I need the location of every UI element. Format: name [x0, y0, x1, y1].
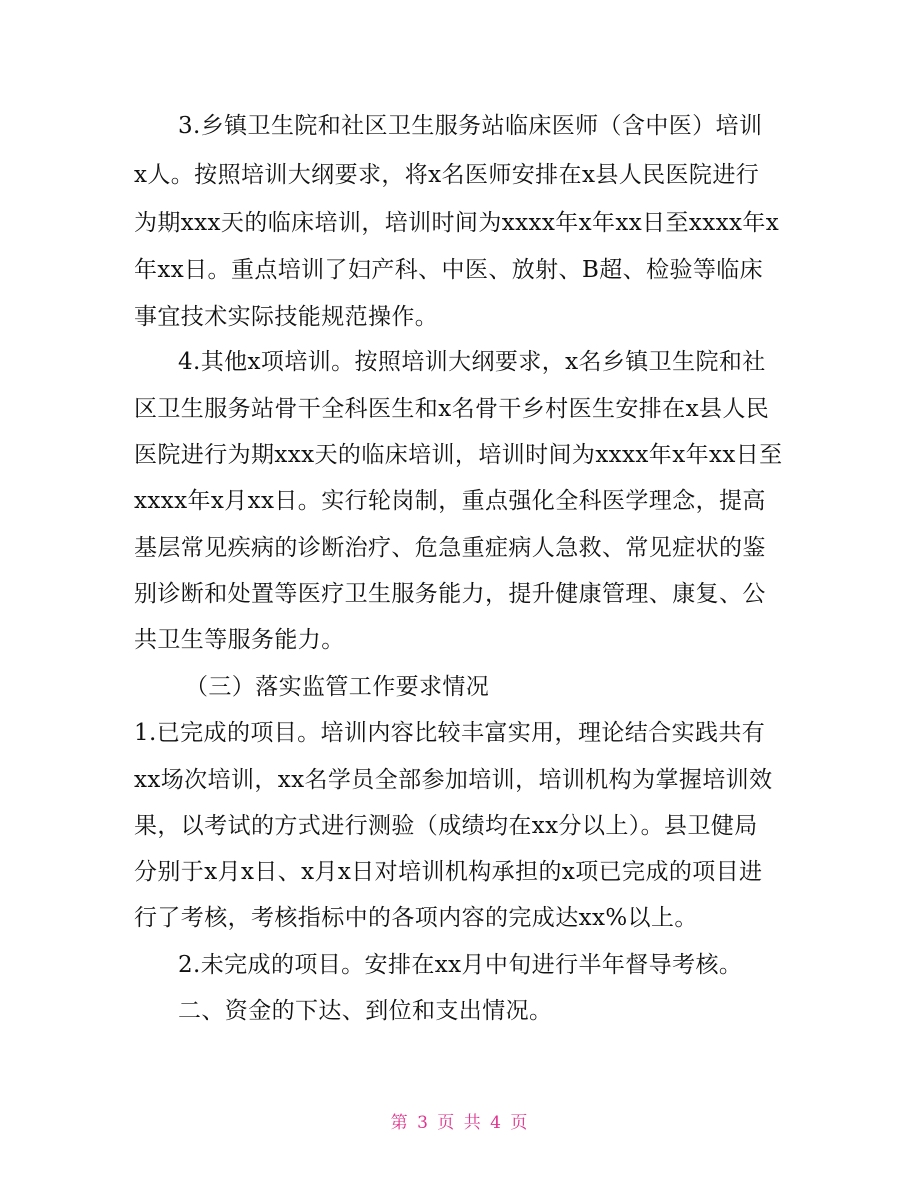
text-line: 区卫生服务站骨干全科医生和x名骨干乡村医生安排在x县人民 [134, 396, 770, 422]
text-line: xxxx年x月xx日。实行轮岗制，重点强化全科医学理念，提高 [134, 488, 766, 514]
text-line: 基层常见疾病的诊断治疗、危急重症病人急救、常见症状的鉴 [134, 535, 766, 561]
text-line: 为期xxx天的临床培训，培训时间为xxxx年x年xx日至xxxx年x [134, 210, 780, 236]
text-line: 2.未完成的项目。安排在xx月中旬进行半年督导考核。 [178, 952, 743, 978]
text-line: 事宜技术实际技能规范操作。 [134, 304, 439, 330]
text-line: 别诊断和处置等医疗卫生服务能力，提升健康管理、康复、公 [134, 581, 766, 607]
text-line: x人。按照培训大纲要求，将x名医师安排在x县人民医院进行 [134, 162, 760, 188]
text-line: 3.乡镇卫生院和社区卫生服务站临床医师（含中医）培训 [178, 113, 763, 139]
text-line: 4.其他x项培训。按照培训大纲要求，x名乡镇卫生院和社 [178, 349, 766, 375]
text-line: 分别于x月x日、x月x日对培训机构承担的x项已完成的项目进 [134, 859, 763, 885]
text-line: 年xx日。重点培训了妇产科、中医、放射、B超、检验等临床 [134, 257, 764, 283]
text-line: xx场次培训，xx名学员全部参加培训，培训机构为掌握培训效 [134, 767, 773, 793]
text-line: 医院进行为期xxx天的临床培训，培训时间为xxxx年x年xx日至 [134, 442, 783, 468]
text-line: 果，以考试的方式进行测验（成绩均在xx分以上）。县卫健局 [134, 813, 758, 839]
section-heading: （三）落实监管工作要求情况 [185, 674, 490, 700]
text-line: 行了考核，考核指标中的各项内容的完成达xx%以上。 [134, 905, 698, 931]
section-heading: 二、资金的下达、到位和支出情况。 [178, 998, 553, 1024]
page-number-footer: 第 3 页 共 4 页 [390, 1113, 530, 1133]
text-line: 共卫生等服务能力。 [134, 627, 345, 653]
text-line: 1.已完成的项目。培训内容比较丰富实用，理论结合实践共有 [134, 720, 766, 746]
